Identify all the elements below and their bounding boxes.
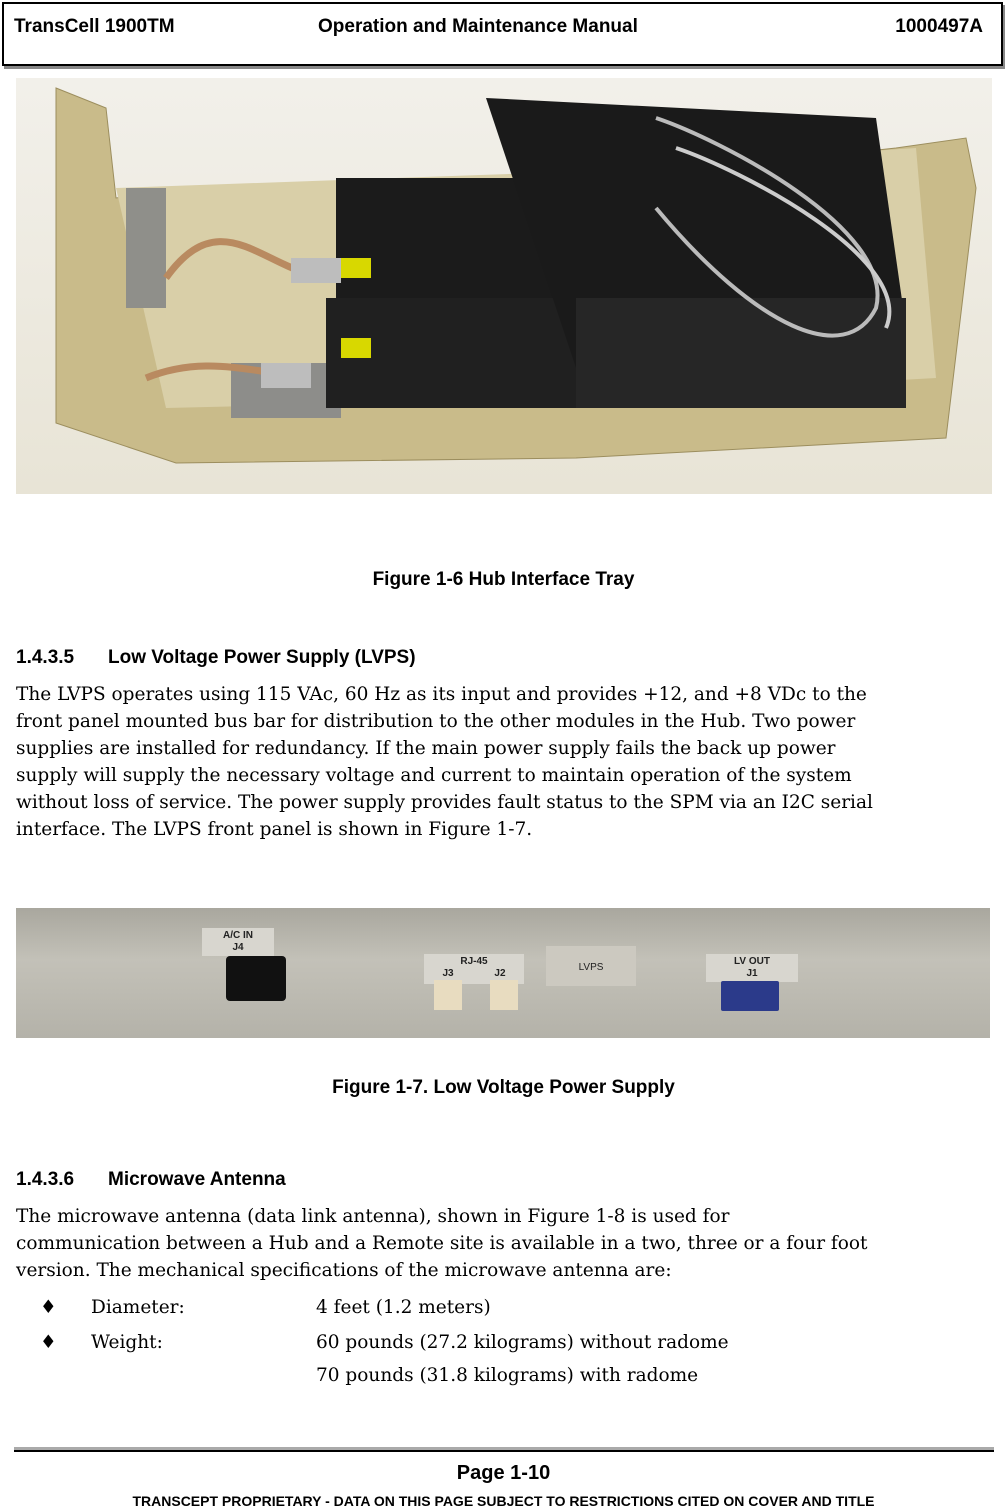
spec-label: Diameter: — [91, 1297, 185, 1318]
section-number: 1.4.3.5 — [16, 647, 75, 668]
section-number: 1.4.3.6 — [16, 1169, 75, 1190]
spec-label: Weight: — [91, 1332, 163, 1353]
header-doc-number: 1000497A — [895, 16, 983, 37]
figure-1-7-caption: Figure 1-7. Low Voltage Power Supply — [332, 1077, 675, 1098]
lvps-front-panel-photo — [16, 908, 990, 1038]
lvps-paragraph — [16, 681, 873, 843]
bullet-diamond-icon: ♦ — [40, 1332, 57, 1353]
section-heading-lvps — [16, 647, 416, 669]
footer-rule — [14, 1447, 994, 1452]
text-line: front panel mounted bus bar for distribution to the other modules in the Hub. Two power — [16, 711, 856, 732]
hub-interface-tray-photo — [16, 78, 992, 494]
text-line: version. The mechanical specifications of the microwave antenna are: — [16, 1260, 672, 1281]
header-title: Operation and Maintenance Manual — [318, 16, 638, 37]
lv-out-label: LV OUT J1 — [706, 954, 798, 982]
section-heading-microwave-antenna — [16, 1169, 286, 1191]
section-title: Low Voltage Power Supply (LVPS) — [108, 647, 416, 668]
spec-value: 4 feet (1.2 meters) — [316, 1297, 491, 1318]
antenna-paragraph — [16, 1203, 867, 1284]
spec-value: 60 pounds (27.2 kilograms) without radome — [316, 1332, 729, 1353]
ac-in-label: A/C IN J4 — [202, 928, 274, 956]
lvps-label: LVPS — [546, 946, 636, 986]
header-product: TransCell 1900TM — [14, 16, 175, 37]
bullet-diamond-icon: ♦ — [40, 1297, 57, 1318]
text-line: supply will supply the necessary voltage and current to maintain operation of the system — [16, 765, 852, 786]
text-line: interface. The LVPS front panel is shown in Figure 1-7. — [16, 819, 533, 840]
lv-out-connector — [721, 981, 779, 1011]
rj45-port-j2 — [490, 980, 518, 1010]
ac-power-connector — [226, 956, 286, 1001]
text-line: The LVPS operates using 115 VAc, 60 Hz as its input and provides +12, and +8 VDc to the — [16, 684, 867, 705]
text-line: communication between a Hub and a Remote site is available in a two, three or a four foot — [16, 1233, 868, 1254]
proprietary-notice: TRANSCEPT PROPRIETARY - DATA ON THIS PAGE SUBJECT TO RESTRICTIONS CITED ON COVER AND TITLE — [132, 1493, 875, 1509]
spec-value: 70 pounds (31.8 kilograms) with radome — [316, 1365, 699, 1386]
page-header — [2, 2, 1003, 66]
rj45-port-j3 — [434, 980, 462, 1010]
text-line: without loss of service. The power supply provides fault status to the SPM via an I2C serial — [16, 792, 873, 813]
page-number: Page 1-10 — [456, 1462, 551, 1484]
text-line: The microwave antenna (data link antenna), shown in Figure 1-8 is used for — [16, 1206, 730, 1227]
rj45-label: RJ-45 J3 J2 — [424, 954, 524, 984]
text-line: supplies are installed for redundancy. If the main power supply fails the back up power — [16, 738, 836, 759]
section-title: Microwave Antenna — [108, 1169, 286, 1190]
figure-1-6-caption: Figure 1-6 Hub Interface Tray — [372, 569, 635, 590]
